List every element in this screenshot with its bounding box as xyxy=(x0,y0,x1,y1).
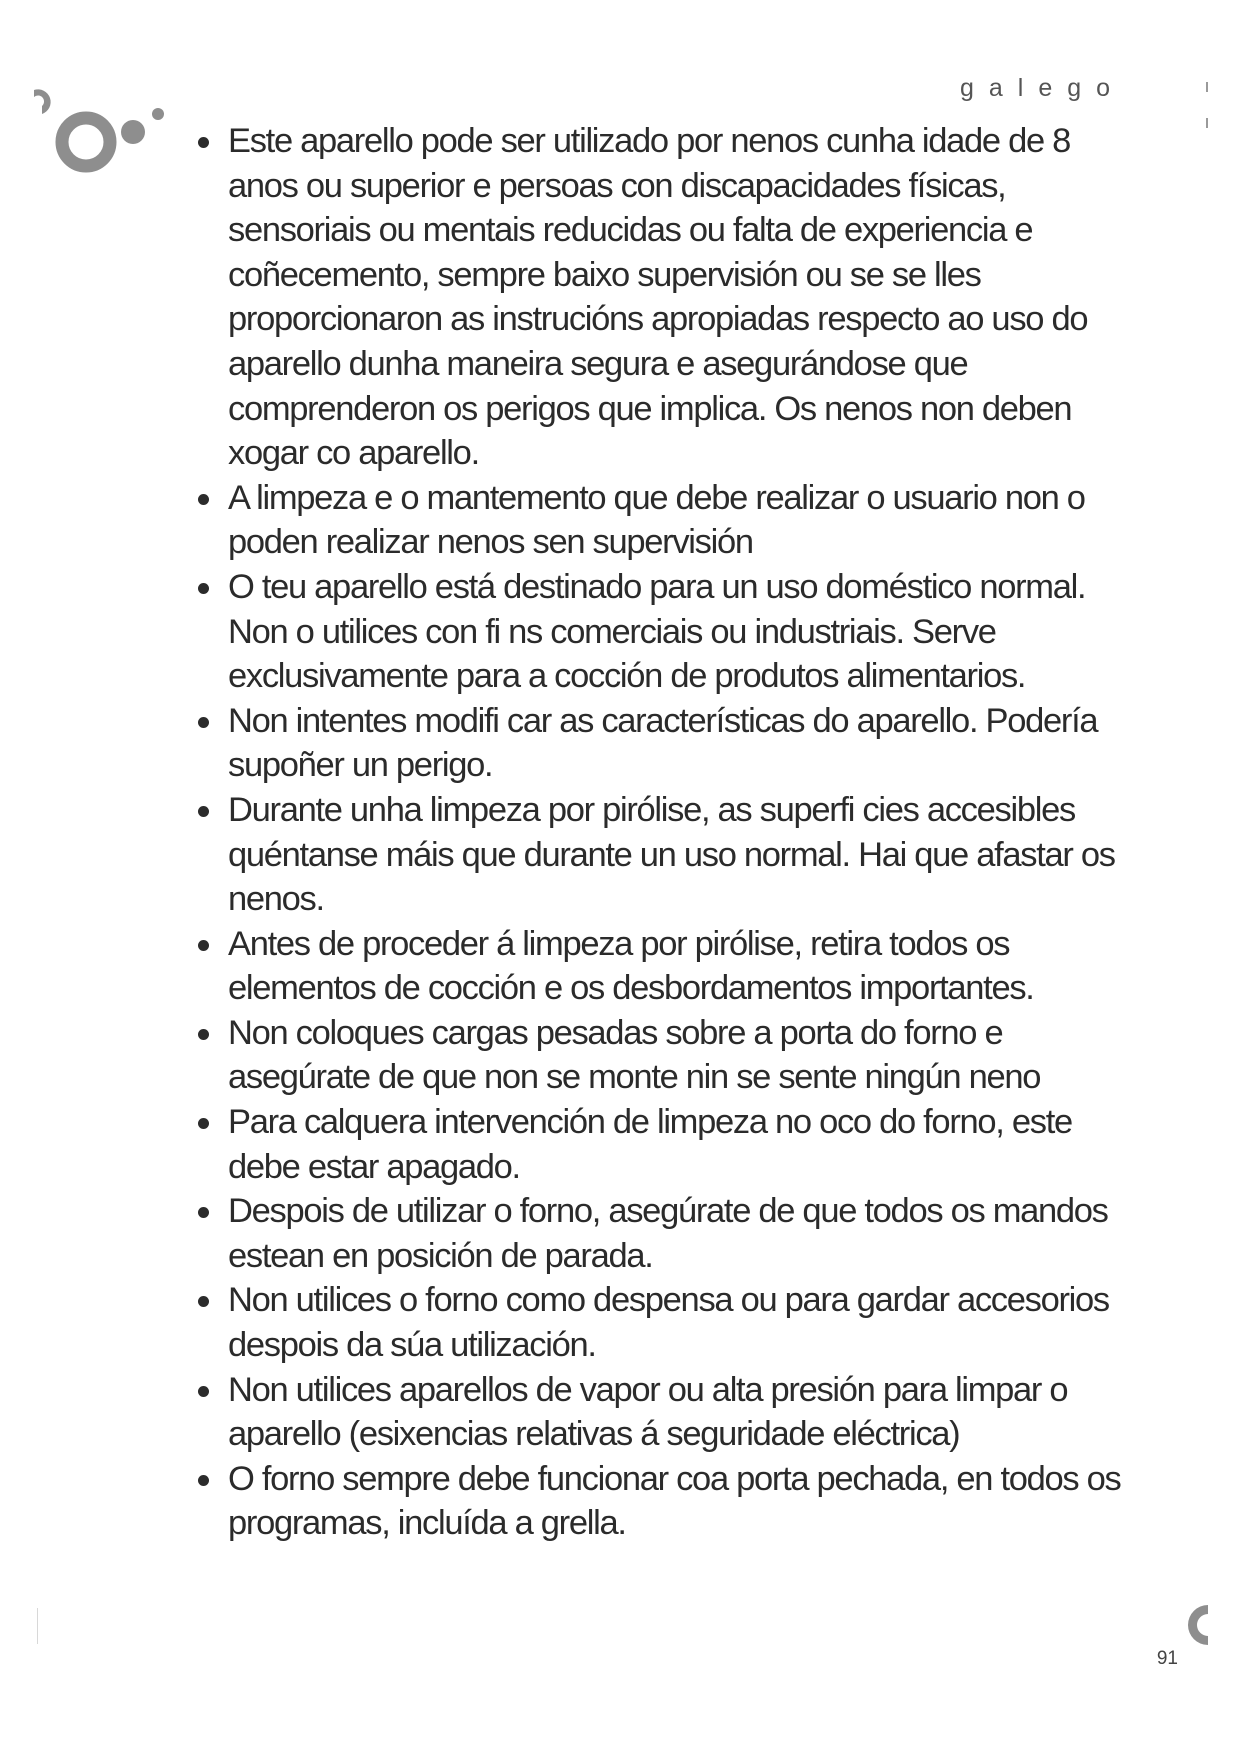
page-number: 91 xyxy=(1156,1648,1178,1669)
bullet-dot-icon xyxy=(198,1386,209,1397)
bullet-text: Non coloques cargas pesadas sobre a porta do forno e asegúrate de que non se monte nin se sente ningún neno xyxy=(228,1013,1041,1097)
bullet-dot-icon xyxy=(198,583,209,594)
bullet-item xyxy=(190,922,1140,1011)
bullet-text: O forno sempre debe funcionar coa porta pechada, en todos os programas, incluída a grella. xyxy=(228,1459,1121,1543)
half-circle-mark-icon xyxy=(1170,1602,1208,1648)
bullet-item xyxy=(190,565,1140,699)
language-label: galego xyxy=(960,74,1126,102)
bullet-text: O teu aparello está destinado para un uso doméstico normal. Non o utilices con fi ns comerciais ou industriais. Serve exclusivamente para a cocción de produtos alimentarios. xyxy=(228,567,1086,696)
margin-tick xyxy=(1206,118,1208,128)
bullet-text: Para calquera intervención de limpeza no oco do forno, este debe estar apagado. xyxy=(228,1103,1072,1186)
bullet-dot-icon xyxy=(198,940,209,951)
bullet-dot-icon xyxy=(198,1296,209,1307)
bullet-dot-icon xyxy=(198,1029,209,1040)
bullet-dot-icon xyxy=(198,1118,209,1129)
bullet-item xyxy=(190,1457,1140,1546)
bullet-item xyxy=(190,1100,1140,1189)
bullet-dot-icon xyxy=(198,1475,209,1486)
margin-rule xyxy=(37,1608,38,1644)
bullet-text: Antes de proceder á limpeza por pirólise, retira todos os elementos de cocción e os desbordamentos importantes. xyxy=(228,924,1034,1008)
bullet-item xyxy=(190,788,1140,922)
bullet-dot-icon xyxy=(198,806,209,817)
bullet-text: Non intentes modifi car as características do aparello. Podería supoñer un perigo. xyxy=(228,701,1098,785)
bullet-text: Non utilices aparellos de vapor ou alta presión para limpar o aparello (esixencias relativas á seguridade eléctrica) xyxy=(228,1370,1068,1454)
bullet-dot-icon xyxy=(198,717,209,728)
bullet-item xyxy=(190,1278,1140,1367)
bullet-list xyxy=(190,119,1140,1546)
bullet-dot-icon xyxy=(198,137,209,148)
bullet-item xyxy=(190,1011,1140,1100)
bullet-item xyxy=(190,699,1140,788)
bullet-item xyxy=(190,476,1140,565)
bullet-text: Este aparello pode ser utilizado por nenos cunha idade de 8 anos ou superior e persoas con discapacidades físicas, sensoriais ou mentais reducidas ou falta de experiencia e coñecemento, sempre baixo supervisión ou se se lles proporcionaron as instrucións apropiadas respecto ao uso do aparello dunha maneira segura e asegurándose que comprenderon os perigos que implica. Os nenos non deben xogar co aparello. xyxy=(228,122,1088,473)
bullet-item xyxy=(190,119,1140,476)
bullet-text: Despois de utilizar o forno, asegúrate de que todos os mandos estean en posición de parada. xyxy=(228,1192,1108,1275)
bullet-dot-icon xyxy=(198,494,209,505)
margin-tick xyxy=(1206,82,1208,92)
bullet-dot-icon xyxy=(198,1207,209,1218)
brand-circles-logo-icon xyxy=(34,84,166,176)
bullet-item xyxy=(190,1189,1140,1278)
bullet-text: A limpeza e o mantemento que debe realizar o usuario non o poden realizar nenos sen supervisión xyxy=(228,478,1085,562)
bullet-text: Non utilices o forno como despensa ou para gardar accesorios despois da súa utilización. xyxy=(228,1281,1109,1365)
bullet-item xyxy=(190,1368,1140,1457)
safety-instructions xyxy=(190,119,1140,1546)
bullet-text: Durante unha limpeza por pirólise, as superfi cies accesibles quéntanse máis que durante un uso normal. Hai que afastar os nenos. xyxy=(228,790,1115,919)
